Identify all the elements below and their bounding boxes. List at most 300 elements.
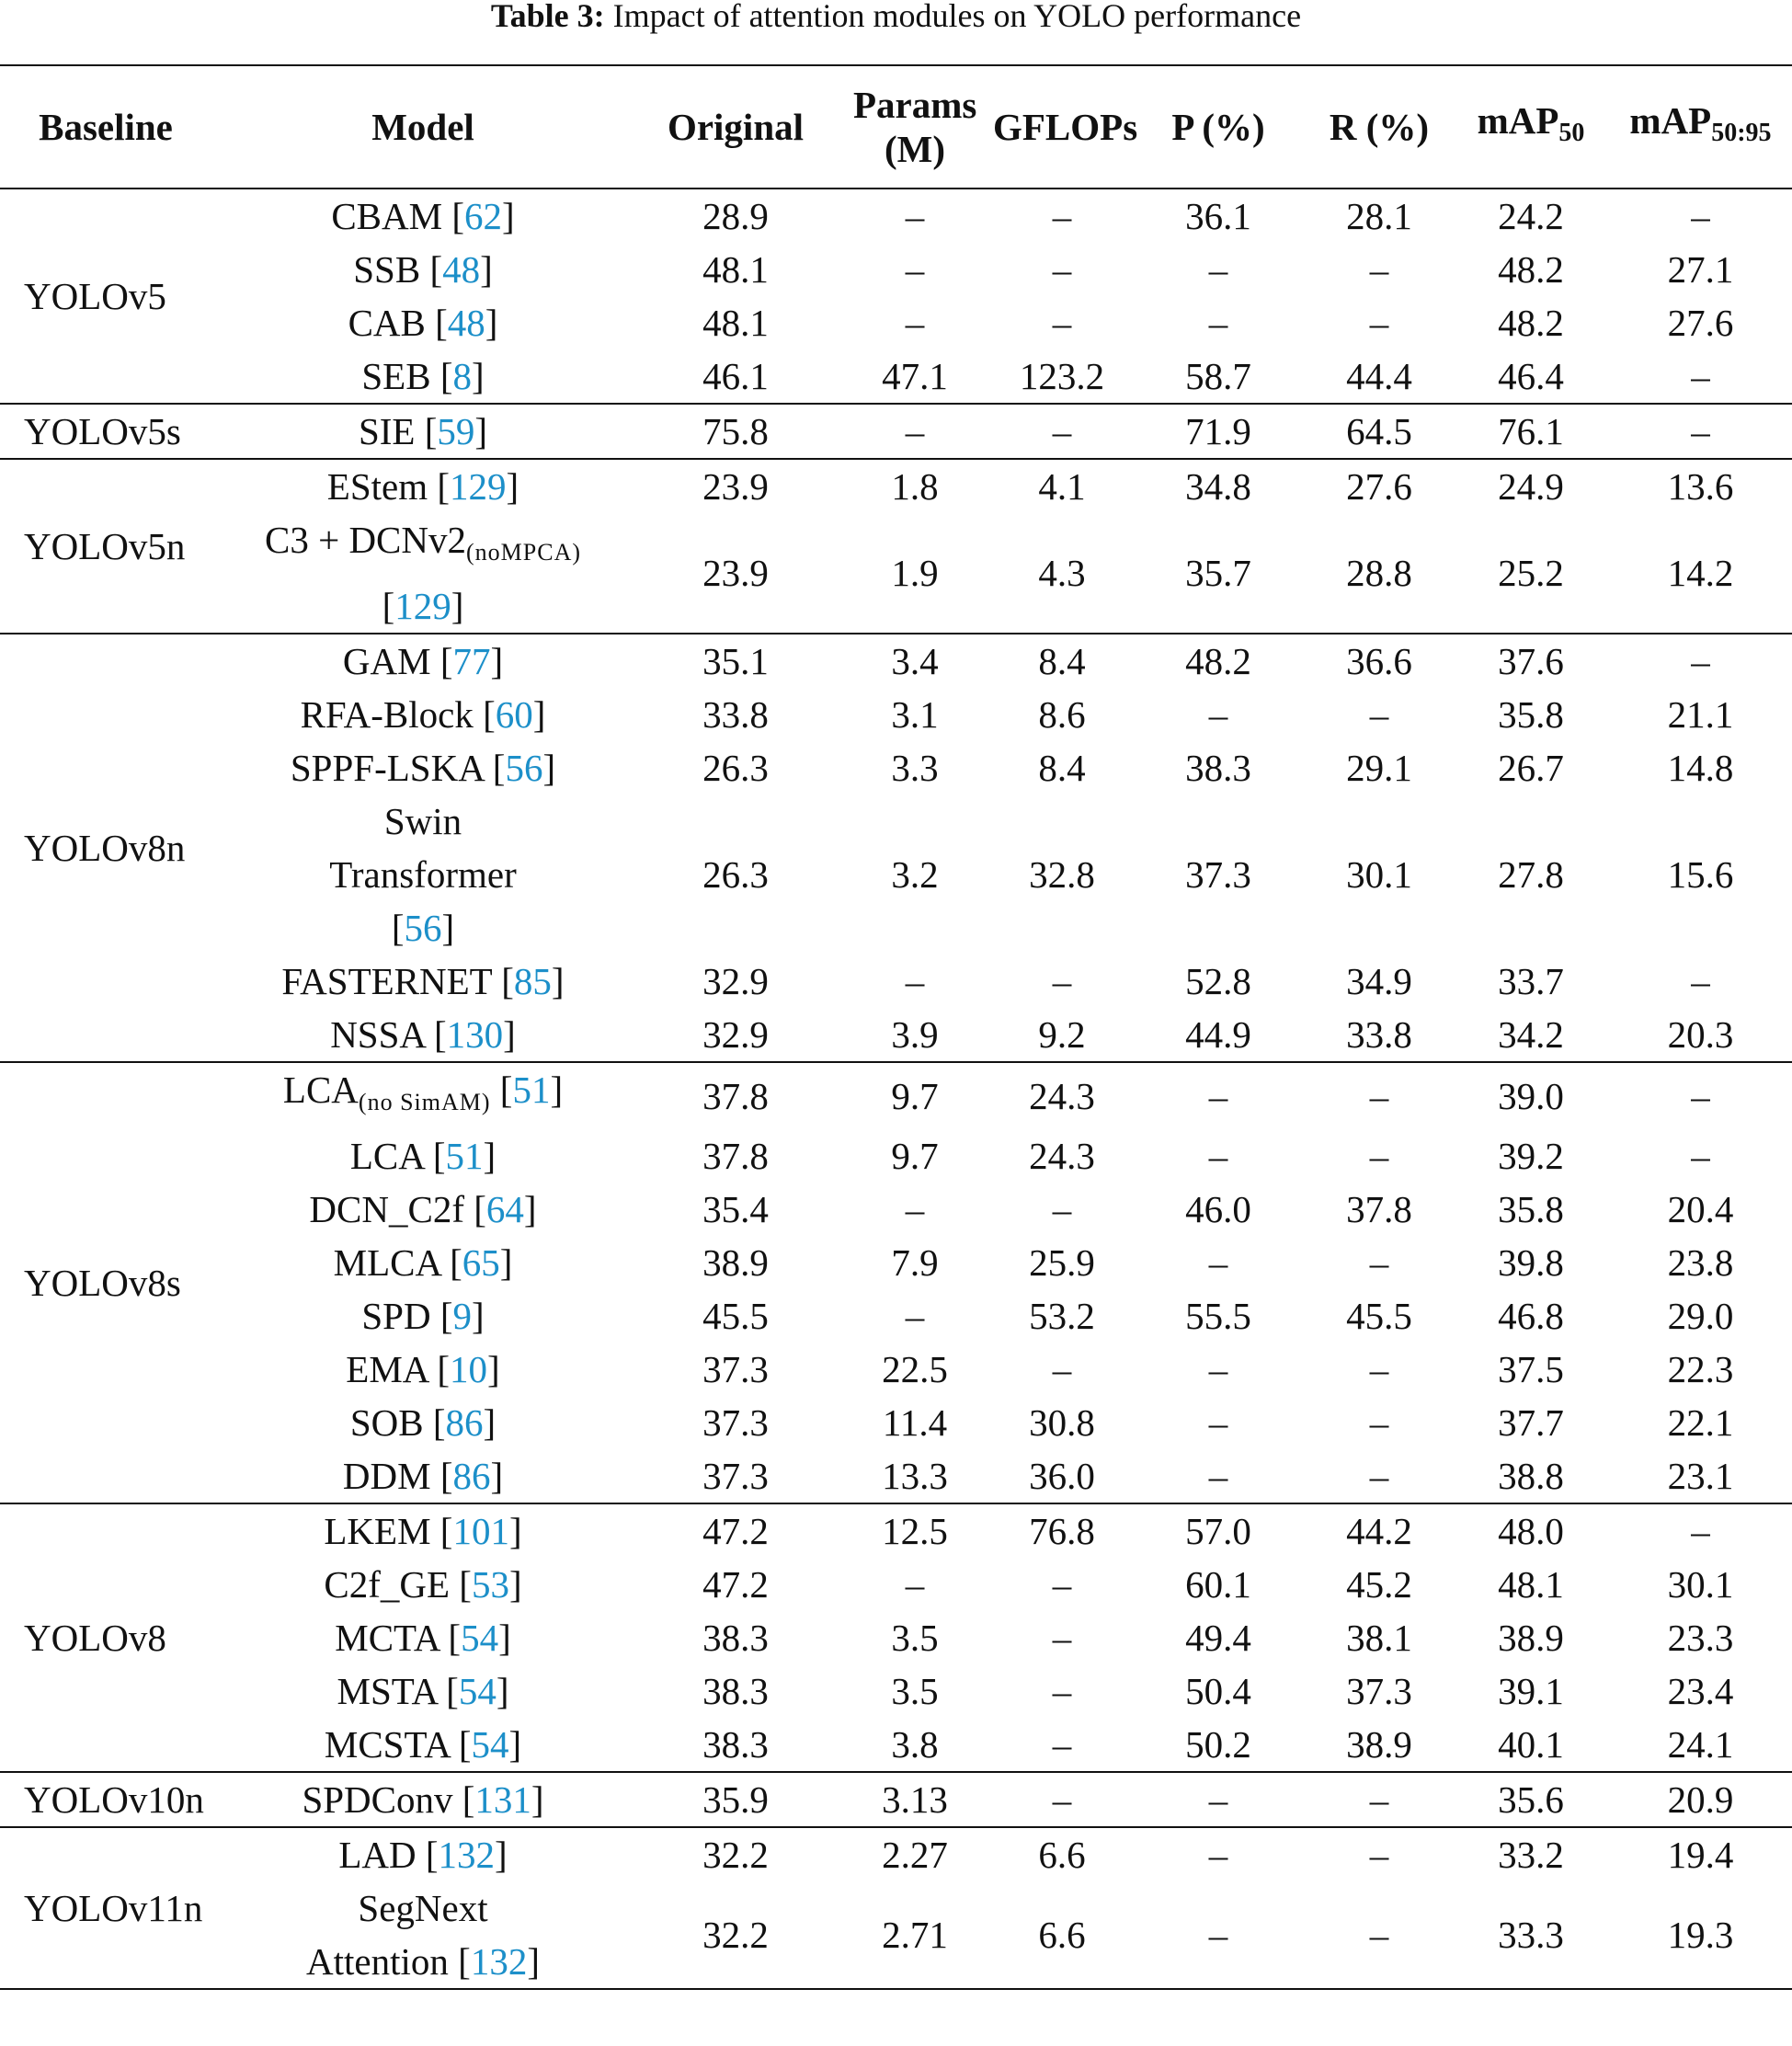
model-cell: SPD [9] [361, 1295, 485, 1337]
original-cell: 35.1 [634, 634, 837, 688]
original-cell: 38.3 [702, 1670, 769, 1712]
map50-cell: 39.0 [1453, 1062, 1609, 1129]
map50-cell: 38.9 [1498, 1617, 1564, 1659]
model-cell: $LCA_{(no SimAM)}$ [51] [211, 1062, 634, 1129]
model-cell: FASTERNET [85] [281, 960, 565, 1002]
table-body [0, 189, 1792, 1989]
params-cell: 9.7 [891, 1135, 939, 1177]
original-cell: 37.8 [634, 1062, 837, 1129]
header-map5095-text: mAP [1629, 99, 1712, 142]
map50-cell: 35.8 [1498, 693, 1564, 736]
params-cell: – [837, 189, 993, 243]
citation-link[interactable]: 51 [512, 1069, 551, 1111]
table-row [0, 1449, 1792, 1503]
map50-cell: 37.7 [1498, 1401, 1564, 1444]
r-cell: 38.9 [1346, 1723, 1412, 1766]
original-cell: 37.3 [702, 1455, 769, 1497]
p-cell: – [1208, 1455, 1228, 1497]
r-cell: – [1369, 1348, 1389, 1390]
original-cell: 46.1 [702, 355, 769, 397]
r-cell: 64.5 [1306, 404, 1453, 459]
gflops-cell: 6.6 [1038, 1914, 1086, 1956]
citation-link[interactable]: 51 [445, 1135, 484, 1177]
table-row [0, 1062, 1792, 1129]
r-cell: 45.5 [1346, 1295, 1412, 1337]
map50-cell: 48.2 [1498, 302, 1564, 344]
params-cell: 3.13 [837, 1772, 993, 1827]
model-cell: SSB [48] [353, 248, 493, 291]
table-row [0, 1236, 1792, 1289]
p-cell: 52.8 [1185, 960, 1251, 1002]
model-cell: GAM [77] [211, 634, 634, 688]
table-row [0, 296, 1792, 349]
original-cell: 33.8 [702, 693, 769, 736]
p-cell: 55.5 [1185, 1295, 1251, 1337]
model-cell: $C3 + DCNv2_{(noMPCA)}$ [129] [264, 519, 582, 627]
map50-cell: 27.8 [1498, 853, 1564, 896]
params-cell: 3.8 [891, 1723, 939, 1766]
model-name: SPDConv [302, 1778, 453, 1821]
citation-link[interactable]: 101 [452, 1510, 509, 1552]
map5095-cell: 23.1 [1667, 1455, 1734, 1497]
map50-cell: 46.8 [1498, 1295, 1564, 1337]
table-row [0, 1827, 1792, 1881]
original-cell: 38.3 [702, 1617, 769, 1659]
p-cell: – [1131, 1827, 1306, 1881]
params-cell: 47.1 [882, 355, 948, 397]
table-row [0, 794, 1792, 954]
citation-link[interactable]: 132 [470, 1940, 528, 1983]
gflops-cell: 30.8 [1029, 1401, 1095, 1444]
gflops-cell: 24.3 [1029, 1135, 1095, 1177]
model-name: C3 + DCNv2 [264, 519, 467, 561]
model-cell: SIE [59] [211, 404, 634, 459]
params-cell: 13.3 [882, 1455, 948, 1497]
table-row [0, 1718, 1792, 1772]
model-cell: RFA-Block [60] [300, 693, 546, 736]
gflops-cell: 76.8 [993, 1503, 1131, 1558]
r-cell: 30.1 [1346, 853, 1412, 896]
p-cell: 38.3 [1185, 747, 1251, 789]
table-row [0, 741, 1792, 794]
p-cell: 37.3 [1185, 853, 1251, 896]
model-name: SPD [361, 1295, 431, 1337]
map5095-cell: 23.3 [1667, 1617, 1734, 1659]
citation-link[interactable]: 85 [513, 960, 552, 1002]
model-cell: LKEM [101] [211, 1503, 634, 1558]
map5095-cell: 23.8 [1667, 1241, 1734, 1284]
model-cell: LAD [132] [211, 1827, 634, 1881]
citation-link[interactable]: 86 [445, 1401, 484, 1444]
model-name: SegNext Attention [306, 1887, 488, 1983]
model-name: LCA [349, 1135, 424, 1177]
r-cell: 45.2 [1346, 1563, 1412, 1606]
map50-cell: 26.7 [1498, 747, 1564, 789]
table-row [0, 1396, 1792, 1449]
params-cell: 9.7 [837, 1062, 993, 1129]
model-name: EStem [326, 465, 428, 508]
citation-link[interactable]: 54 [471, 1723, 509, 1766]
original-cell: 35.4 [702, 1188, 769, 1230]
original-cell: 32.2 [634, 1827, 837, 1881]
model-cell: SPPF-LSKA [56] [290, 747, 556, 789]
map50-cell: 24.9 [1453, 459, 1609, 513]
table-row [0, 1611, 1792, 1664]
r-cell: 27.6 [1306, 459, 1453, 513]
map50-cell: 33.3 [1498, 1914, 1564, 1956]
citation-link[interactable]: 65 [462, 1241, 500, 1284]
citation-link[interactable]: 56 [505, 747, 543, 789]
model-cell: EMA [10] [346, 1348, 500, 1390]
gflops-cell: 9.2 [1038, 1013, 1086, 1056]
params-cell: 3.1 [891, 693, 939, 736]
original-cell: 37.3 [702, 1401, 769, 1444]
model-cell: Swin Transformer [56] [329, 800, 517, 949]
r-cell: 28.8 [1346, 552, 1412, 594]
r-cell: – [1369, 1241, 1389, 1284]
map5095-cell: 27.6 [1667, 302, 1734, 344]
baseline-cell: YOLOv5n [0, 459, 211, 634]
params-cell: – [905, 960, 925, 1002]
model-cell: CBAM [62] [211, 189, 634, 243]
model-name: CBAM [331, 195, 443, 237]
original-cell: 23.9 [702, 552, 769, 594]
citation-link[interactable]: 48 [442, 248, 481, 291]
map50-cell: 33.2 [1453, 1827, 1609, 1881]
citation-link[interactable]: 54 [458, 1670, 497, 1712]
model-cell: MCSTA [54] [324, 1723, 522, 1766]
map50-cell: 25.2 [1498, 552, 1564, 594]
map5095-cell: – [1609, 634, 1792, 688]
citation-link[interactable]: 129 [450, 465, 507, 508]
p-cell: 50.4 [1185, 1670, 1251, 1712]
citation-link[interactable]: 54 [461, 1617, 499, 1659]
citation-link[interactable]: 129 [394, 585, 451, 627]
params-cell: 11.4 [882, 1401, 948, 1444]
table-row [0, 634, 1792, 688]
header-original: Original [634, 65, 837, 189]
params-cell: 2.71 [882, 1914, 948, 1956]
map5095-cell: – [1609, 189, 1792, 243]
model-name: MLCA [333, 1241, 440, 1284]
header-map50-sub: 50 [1558, 119, 1585, 147]
model-name: Swin Transformer [329, 800, 517, 896]
original-cell: 26.3 [702, 853, 769, 896]
gflops-cell: 36.0 [1029, 1455, 1095, 1497]
r-cell: 29.1 [1346, 747, 1412, 789]
map5095-cell: 13.6 [1609, 459, 1792, 513]
map5095-cell: 23.4 [1667, 1670, 1734, 1712]
header-map5095 [1609, 65, 1792, 189]
gflops-cell: – [1052, 1563, 1072, 1606]
table-row [0, 1503, 1792, 1558]
r-cell: 37.8 [1346, 1188, 1412, 1230]
params-cell: – [905, 1295, 925, 1337]
citation-link[interactable]: 60 [495, 693, 533, 736]
params-cell: 3.4 [837, 634, 993, 688]
baseline-cell: YOLOv8n [0, 634, 211, 1062]
baseline-cell: YOLOv5s [0, 404, 211, 459]
map50-cell: 33.7 [1498, 960, 1564, 1002]
gflops-cell: 8.6 [1038, 693, 1086, 736]
map50-cell: 39.1 [1498, 1670, 1564, 1712]
map5095-cell: – [1609, 1062, 1792, 1129]
map50-cell: 46.4 [1498, 355, 1564, 397]
p-cell: 48.2 [1131, 634, 1306, 688]
gflops-cell: – [1052, 1348, 1072, 1390]
map5095-cell: 19.3 [1667, 1914, 1734, 1956]
p-cell: – [1131, 1772, 1306, 1827]
table-row [0, 349, 1792, 404]
map5095-cell: 14.8 [1667, 747, 1734, 789]
params-cell: 1.9 [891, 552, 939, 594]
original-cell: 37.3 [702, 1348, 769, 1390]
gflops-cell: – [1052, 302, 1072, 344]
params-cell: 3.5 [891, 1617, 939, 1659]
model-cell: CAB [48] [348, 302, 498, 344]
r-cell: – [1306, 1827, 1453, 1881]
header-baseline: Baseline [0, 65, 211, 189]
original-cell: 26.3 [702, 747, 769, 789]
map50-cell: 24.2 [1453, 189, 1609, 243]
caption-text: Impact of attention modules on YOLO performance [612, 0, 1302, 34]
params-cell: – [905, 1563, 925, 1606]
citation-link[interactable]: 10 [450, 1348, 488, 1390]
model-name: SEB [361, 355, 431, 397]
gflops-cell: – [1052, 1723, 1072, 1766]
map50-cell: 48.2 [1498, 248, 1564, 291]
model-name: LCA [282, 1069, 359, 1111]
model-name: NSSA [330, 1013, 425, 1056]
original-cell: 32.2 [702, 1914, 769, 1956]
citation-link[interactable]: 77 [452, 640, 491, 682]
map5095-cell: – [1691, 1135, 1710, 1177]
params-cell: 3.5 [891, 1670, 939, 1712]
citation-link[interactable]: 56 [404, 907, 442, 949]
map50-cell: 39.8 [1498, 1241, 1564, 1284]
gflops-cell: 6.6 [993, 1827, 1131, 1881]
params-cell: 7.9 [891, 1241, 939, 1284]
original-cell: 47.2 [702, 1563, 769, 1606]
r-cell: 44.2 [1306, 1503, 1453, 1558]
r-cell: 36.6 [1306, 634, 1453, 688]
table-caption [0, 0, 1792, 34]
p-cell: – [1208, 1135, 1228, 1177]
header-r: R (%) [1306, 65, 1453, 189]
model-name: CAB [348, 302, 426, 344]
model-cell: SEB [8] [361, 355, 485, 397]
r-cell: – [1369, 302, 1389, 344]
baseline-cell: YOLOv8s [0, 1062, 211, 1503]
map5095-cell: 20.9 [1609, 1772, 1792, 1827]
model-cell: MSTA [54] [337, 1670, 509, 1712]
map5095-cell: 27.1 [1667, 248, 1734, 291]
model-name: LKEM [324, 1510, 431, 1552]
gflops-cell: 4.3 [1038, 552, 1086, 594]
gflops-cell: 123.2 [1019, 355, 1105, 397]
map5095-cell: 15.6 [1667, 853, 1734, 896]
map5095-cell: 22.1 [1667, 1401, 1734, 1444]
map50-cell: 39.2 [1498, 1135, 1564, 1177]
model-name: MCSTA [324, 1723, 450, 1766]
table-row [0, 1881, 1792, 1989]
header-map5095-sub: 50:95 [1711, 119, 1772, 147]
original-cell: 28.9 [634, 189, 837, 243]
table-row [0, 1558, 1792, 1611]
map50-cell: 37.6 [1453, 634, 1609, 688]
map5095-cell: 14.2 [1667, 552, 1734, 594]
params-cell: 12.5 [837, 1503, 993, 1558]
citation-link[interactable]: 132 [438, 1834, 495, 1876]
baseline-cell: YOLOv8 [0, 1503, 211, 1772]
p-cell: 50.2 [1185, 1723, 1251, 1766]
gflops-cell: – [993, 189, 1131, 243]
model-name: GAM [342, 640, 431, 682]
model-cell: DDM [86] [342, 1455, 504, 1497]
map5095-cell: – [1609, 404, 1792, 459]
citation-link[interactable]: 53 [471, 1563, 509, 1606]
citation-link[interactable]: 48 [447, 302, 485, 344]
params-cell: 2.27 [837, 1827, 993, 1881]
gflops-cell: 24.3 [993, 1062, 1131, 1129]
r-cell: 38.1 [1346, 1617, 1412, 1659]
r-cell: – [1369, 1914, 1389, 1956]
params-cell: – [837, 404, 993, 459]
model-subscript: (noMPCA) [466, 539, 582, 566]
p-cell: – [1208, 693, 1228, 736]
r-cell: 44.4 [1346, 355, 1412, 397]
map50-cell: 76.1 [1453, 404, 1609, 459]
citation-link[interactable]: 86 [452, 1455, 491, 1497]
citation-link[interactable]: 130 [446, 1013, 504, 1056]
model-name: RFA-Block [300, 693, 474, 736]
original-cell: 38.9 [702, 1241, 769, 1284]
p-cell: 71.9 [1131, 404, 1306, 459]
model-name: EMA [346, 1348, 428, 1390]
model-subscript: (no SimAM) [358, 1089, 491, 1115]
params-cell: – [905, 302, 925, 344]
map5095-cell: 20.3 [1667, 1013, 1734, 1056]
map50-cell: 40.1 [1498, 1723, 1564, 1766]
citation-link[interactable]: 8 [452, 355, 472, 397]
table-row [0, 1289, 1792, 1343]
model-cell: NSSA [130] [330, 1013, 516, 1056]
params-cell: 1.8 [837, 459, 993, 513]
original-cell: 23.9 [634, 459, 837, 513]
table-row [0, 513, 1792, 634]
original-cell: 37.8 [702, 1135, 769, 1177]
table-row [0, 1772, 1792, 1827]
table-row [0, 1008, 1792, 1062]
gflops-cell: 25.9 [1029, 1241, 1095, 1284]
r-cell: 34.9 [1346, 960, 1412, 1002]
p-cell: – [1208, 248, 1228, 291]
original-cell: 38.3 [702, 1723, 769, 1766]
model-name: SSB [353, 248, 421, 291]
header-p: P (%) [1131, 65, 1306, 189]
r-cell: – [1369, 1455, 1389, 1497]
citation-link[interactable]: 62 [464, 195, 502, 237]
header-model: Model [211, 65, 634, 189]
baseline-cell: YOLOv5 [0, 189, 211, 404]
model-cell: LCA [51] [349, 1135, 497, 1177]
original-cell: 35.9 [634, 1772, 837, 1827]
table-row [0, 954, 1792, 1008]
p-cell: 58.7 [1185, 355, 1251, 397]
table-row [0, 459, 1792, 513]
map5095-cell: – [1609, 1503, 1792, 1558]
original-cell: 47.2 [634, 1503, 837, 1558]
model-name: C2f_GE [324, 1563, 451, 1606]
map5095-cell: 20.4 [1667, 1188, 1734, 1230]
model-cell: MLCA [65] [333, 1241, 513, 1284]
table-row [0, 1664, 1792, 1718]
map50-cell: 35.8 [1498, 1188, 1564, 1230]
model-name: SIE [358, 410, 416, 452]
original-cell: 32.9 [702, 1013, 769, 1056]
model-cell: EStem [129] [211, 459, 634, 513]
p-cell: 60.1 [1185, 1563, 1251, 1606]
model-name: LAD [338, 1834, 417, 1876]
r-cell: 28.1 [1306, 189, 1453, 243]
p-cell: 46.0 [1185, 1188, 1251, 1230]
gflops-cell: – [1052, 1670, 1072, 1712]
header-map50-text: mAP [1477, 99, 1559, 142]
p-cell: – [1131, 1062, 1306, 1129]
table-row [0, 1129, 1792, 1183]
model-name: SPPF-LSKA [290, 747, 484, 789]
original-cell: 75.8 [634, 404, 837, 459]
table-row [0, 688, 1792, 741]
map50-cell: 37.5 [1498, 1348, 1564, 1390]
table-row [0, 189, 1792, 243]
map5095-cell: 21.1 [1667, 693, 1734, 736]
r-cell: 33.8 [1346, 1013, 1412, 1056]
r-cell: – [1369, 693, 1389, 736]
map50-cell: 48.1 [1498, 1563, 1564, 1606]
r-cell: – [1306, 1772, 1453, 1827]
map5095-cell: 30.1 [1667, 1563, 1734, 1606]
table-row [0, 1183, 1792, 1236]
citation-link[interactable]: 64 [485, 1188, 524, 1230]
p-cell: 49.4 [1185, 1617, 1251, 1659]
original-cell: 48.1 [702, 302, 769, 344]
model-name: FASTERNET [281, 960, 492, 1002]
model-name: MCTA [335, 1617, 439, 1659]
caption-label: Table 3: [490, 0, 605, 34]
gflops-cell: 53.2 [1029, 1295, 1095, 1337]
map5095-cell: 24.1 [1667, 1723, 1734, 1766]
gflops-cell: – [993, 1772, 1131, 1827]
citation-link[interactable]: 9 [452, 1295, 472, 1337]
params-cell: 3.9 [891, 1013, 939, 1056]
p-cell: – [1208, 1241, 1228, 1284]
model-cell: DCN_C2f [64] [309, 1188, 537, 1230]
header-row [0, 65, 1792, 189]
model-name: SOB [349, 1401, 424, 1444]
gflops-cell: – [993, 404, 1131, 459]
p-cell: – [1208, 1914, 1228, 1956]
model-cell: C2f_GE [53] [324, 1563, 522, 1606]
gflops-cell: 32.8 [1029, 853, 1095, 896]
table-row [0, 1343, 1792, 1396]
p-cell: 57.0 [1131, 1503, 1306, 1558]
p-cell: 34.8 [1131, 459, 1306, 513]
citation-link[interactable]: 59 [437, 410, 475, 452]
map50-cell: 48.0 [1453, 1503, 1609, 1558]
p-cell: – [1208, 1348, 1228, 1390]
citation-link[interactable]: 131 [474, 1778, 531, 1821]
